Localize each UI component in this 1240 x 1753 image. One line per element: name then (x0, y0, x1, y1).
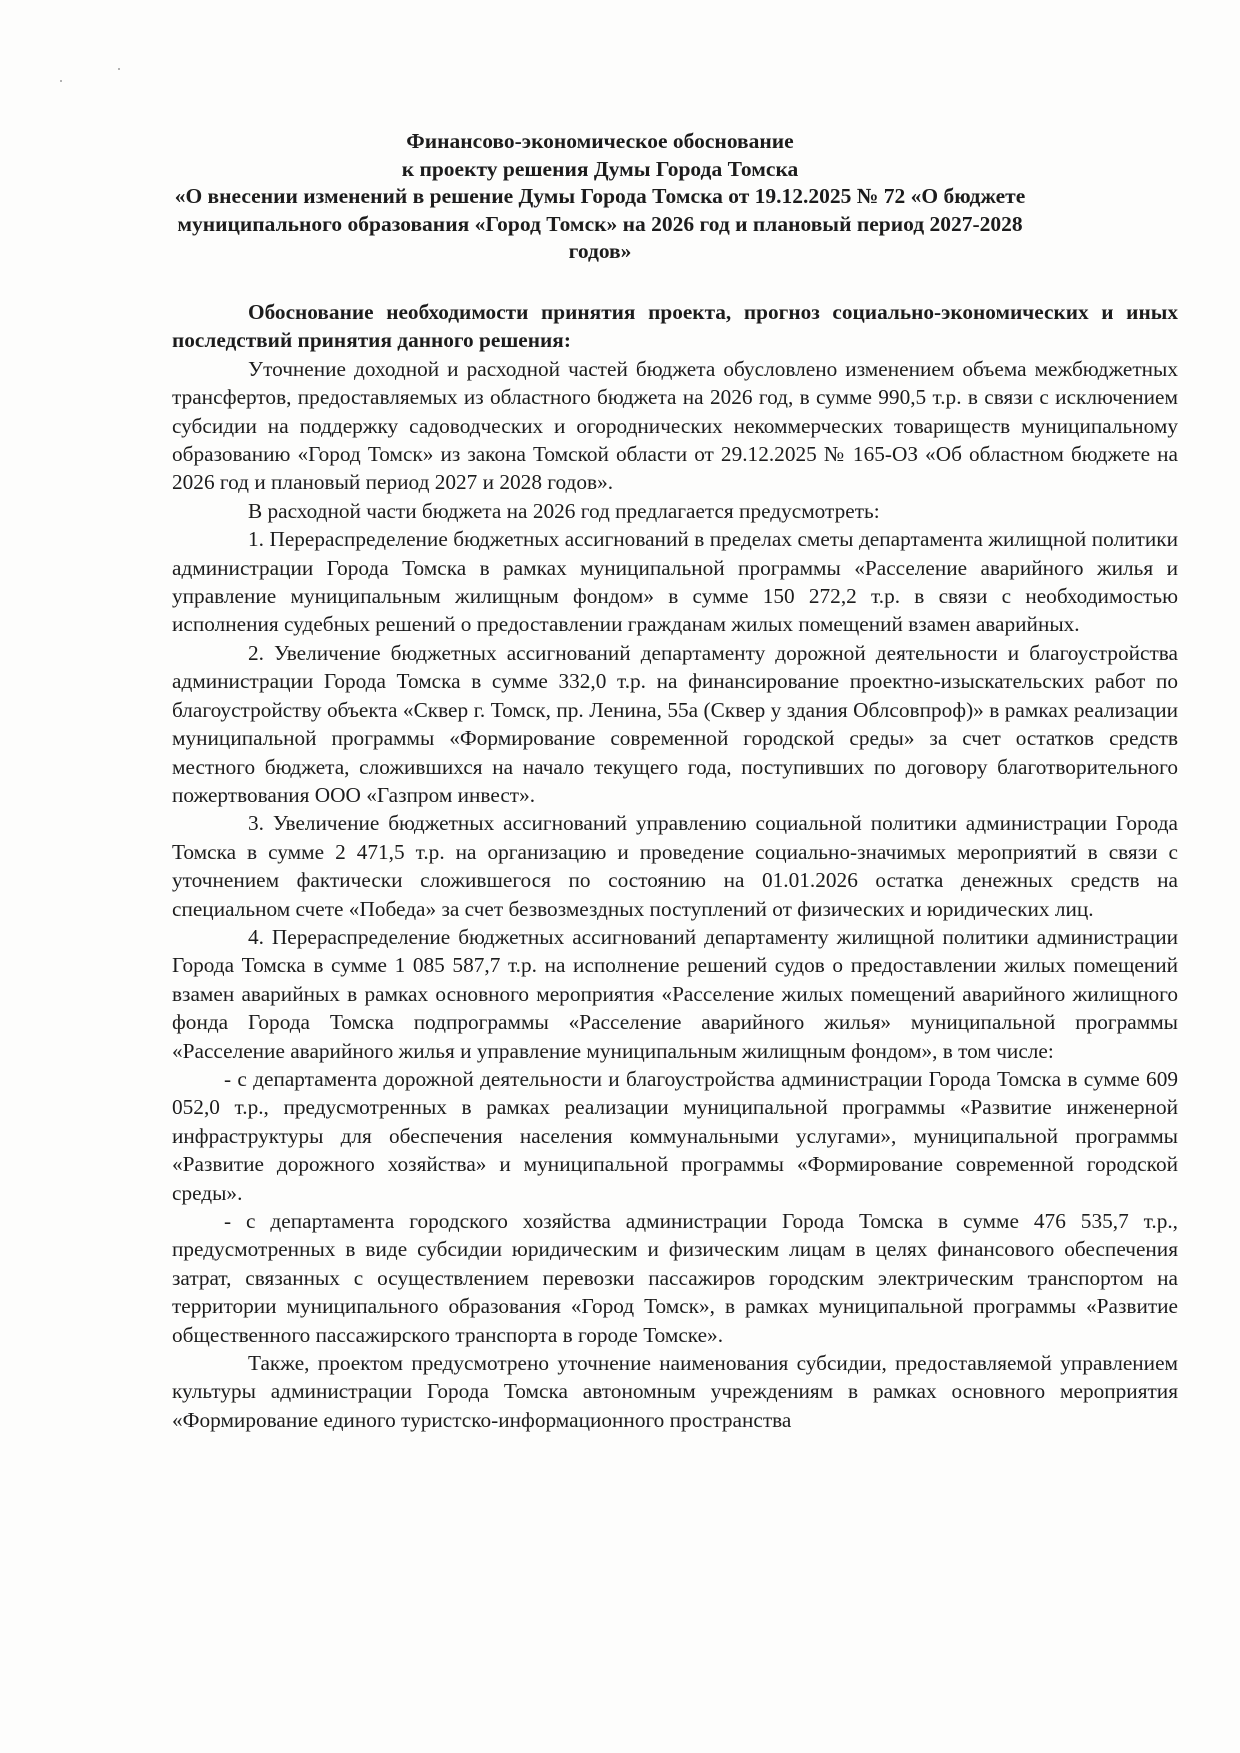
paragraph-budget-clarification: Уточнение доходной и расходной частей бюджета обусловлено изменением объема межбюджетных трансфертов, предоставляемых из областного бюджета на 2026 год, в сумме 990,5 т.р. в связи с исключением субсидии на поддержку садоводческих и огороднических некоммерческих товариществ муниципальному образованию «Город Томск» из закона Томской области от 29.12.2025 № 165-ОЗ «Об областном бюджете на 2026 год и плановый период 2027 и 2028 годов». (172, 356, 1178, 495)
title-line-2: к проекту решения Думы Города Томска (401, 156, 799, 181)
section-heading: Обоснование необходимости принятия проекта, прогноз социально-экономических и иных последствий принятия данного решения: (172, 300, 1178, 353)
paragraph-item-2: 2. Увеличение бюджетных ассигнований департаменту дорожной деятельности и благоустройства администрации Города Томска в сумме 332,0 т.р. на финансирование проектно-изыскательских работ по благоустройству объекта «Сквер г. Томск, пр. Ленина, 55а (Сквер у здания Облсовпроф)» в рамках реализации муниципальной программы «Формирование современной городской среды» за счет остатков средств местного бюджета, сложившихся на начало текущего года, поступивших по договору благотворительного пожертвования ООО «Газпром инвест». (172, 640, 1178, 807)
scan-speck (118, 68, 120, 70)
paragraph-subsidy-name-clarification: Также, проектом предусмотрено уточнение наименования субсидии, предоставляемой управлением культуры администрации Города Томска автономным учреждениям в рамках основного мероприятия «Формирование единого туристско-информационного пространства (172, 1351, 1178, 1432)
document-title (150, 128, 1050, 266)
document-body (172, 298, 1178, 1434)
paragraph-subitem-road-department: - с департамента дорожной деятельности и благоустройства администрации Города Томска в сумме 609 052,0 т.р., предусмотренных в рамках реализации муниципальной программы «Развитие инженерной инфраструктуры для обеспечения населения коммунальными услугами», муниципальной программы «Развитие дорожного хозяйства» и муниципальной программы «Формирование современной городской среды». (172, 1066, 1178, 1205)
paragraph-item-4: 4. Перераспределение бюджетных ассигнований департаменту жилищной политики администрации Города Томска в сумме 1 085 587,7 т.р. на исполнение решений судов о предоставлении жилых помещений взамен аварийных в рамках основного мероприятия «Расселение жилых помещений аварийного жилищного фонда Города Томска подпрограммы «Расселение аварийного жилья» муниципальной программы «Расселение аварийного жилья и управление муниципальным жилищным фондом», в том числе: (172, 924, 1178, 1063)
paragraph-item-3: 3. Увеличение бюджетных ассигнований управлению социальной политики администрации Города Томска в сумме 2 471,5 т.р. на организацию и проведение социально-значимых мероприятий в связи с уточнением фактически сложившегося по состоянию на 01.01.2026 остатка денежных средств на специальном счете «Победа» за счет безвозмездных поступлений от физических и юридических лиц. (172, 811, 1178, 921)
paragraph-subitem-city-economy: - с департамента городского хозяйства администрации Города Томска в сумме 476 535,7 т.р., предусмотренных в виде субсидии юридическим и физическим лицам в целях финансового обеспечения затрат, связанных с осуществлением перевозки пассажиров городским электрическим транспортом на территории муниципального образования «Город Томск», в рамках муниципальной программы «Развитие общественного пассажирского транспорта в городе Томске». (172, 1209, 1178, 1347)
title-line-3: «О внесении изменений в решение Думы Города Томска от 19.12.2025 № 72 «О бюджете муниципального образования «Город Томск» на 2026 год и плановый период 2027-2028 годов» (174, 184, 1026, 263)
paragraph-item-1: 1. Перераспределение бюджетных ассигнований в пределах сметы департамента жилищной политики администрации Города Томска в рамках муниципальной программы «Расселение аварийного жилья и управление муниципальным жилищным фондом» в сумме 150 272,2 т.р. в связи с необходимостью исполнения судебных решений о предоставлении гражданам жилых помещений взамен аварийных. (172, 527, 1178, 637)
paragraph-expenditure-intro: В расходной части бюджета на 2026 год предлагается предусмотреть: (248, 498, 880, 523)
scan-speck (60, 80, 62, 82)
title-line-1: Финансово-экономическое обоснование (406, 129, 794, 153)
